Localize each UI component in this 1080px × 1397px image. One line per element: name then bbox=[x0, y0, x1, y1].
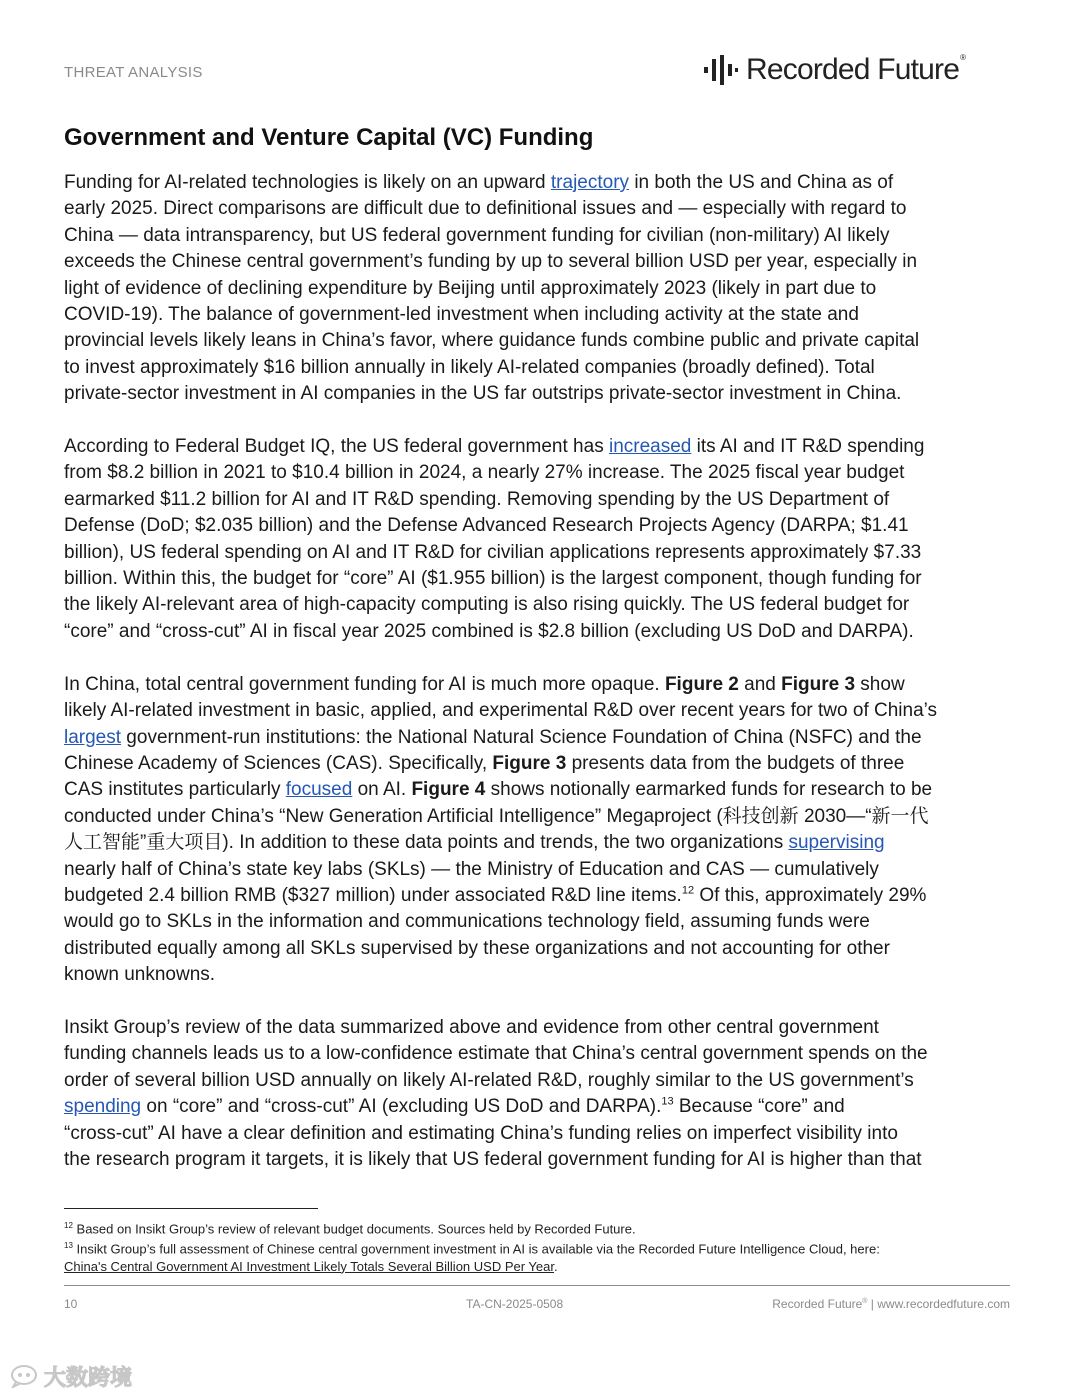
logo-registered-mark: ® bbox=[960, 52, 967, 62]
footnote-number: 12 bbox=[64, 1221, 73, 1230]
page-number: 10 bbox=[64, 1297, 78, 1311]
trajectory-link[interactable]: trajectory bbox=[550, 172, 630, 193]
footnote-12-ref[interactable]: 12 bbox=[681, 884, 695, 897]
text-line: the research program it targets, it is likely that US federal government funding for AI is higher than that bbox=[64, 1148, 922, 1170]
figure-3-ref: Figure 3 bbox=[492, 752, 567, 774]
footer-registered-mark: ® bbox=[862, 1298, 868, 1305]
recorded-future-logo[interactable] bbox=[703, 50, 966, 90]
text: budgeted 2.4 billion RMB ($327 million) under associated R&D line items. bbox=[64, 884, 682, 906]
text: on “core” and “cross-cut” AI (excluding US DoD and DARPA). bbox=[141, 1096, 662, 1118]
text-line: Insikt Group’s review of the data summarized above and evidence from other central government bbox=[64, 1016, 879, 1038]
footnote-13-ref[interactable]: 13 bbox=[661, 1095, 674, 1108]
text: presents data from the budgets of three bbox=[566, 752, 905, 774]
watermark bbox=[10, 1362, 132, 1390]
text: show bbox=[855, 673, 905, 695]
text-line: billion), US federal spending on AI and IT R&D for civilian applications represents approximately $7.33 bbox=[64, 541, 922, 563]
text: Funding for AI-related technologies is likely on an upward bbox=[64, 172, 551, 193]
footnote-text: Based on Insikt Group’s review of relevant budget documents. Sources held by Recorded Future. bbox=[72, 1221, 636, 1237]
figure-2-ref: Figure 2 bbox=[664, 673, 739, 695]
largest-link[interactable]: largest bbox=[64, 726, 122, 748]
paragraph-us-china-funding bbox=[64, 170, 1020, 408]
text: Because “core” and bbox=[673, 1096, 845, 1118]
text-line: Defense (DoD; $2.035 billion) and the Defense Advanced Research Projects Agency (DARPA; $1.41 bbox=[64, 515, 909, 537]
watermark-bubble-icon bbox=[10, 1364, 40, 1388]
text-line: provincial levels likely leans in China’s favor, where guidance funds combine public and private capital bbox=[64, 330, 920, 352]
text-line: China — data intransparency, but US federal government funding for civilian (non-military) AI likely bbox=[64, 224, 890, 246]
text-line: light of evidence of declining expenditure by Beijing until approximately 2023 (likely in part due to bbox=[64, 277, 877, 299]
text-line: exceeds the Chinese central government’s funding by up to several billion USD per year, especially in bbox=[64, 251, 918, 273]
figure-3-ref: Figure 3 bbox=[781, 673, 856, 695]
supervising-link[interactable]: supervising bbox=[788, 832, 885, 854]
paragraph-china-funding bbox=[64, 672, 1020, 989]
paragraph-insikt-estimate bbox=[64, 1015, 1020, 1173]
text-line: to invest approximately $16 billion annually in likely AI-related companies (broadly defined). Total bbox=[64, 356, 875, 378]
text: 人工智能”重大项目). In addition to these data points and trends, the two organizations bbox=[64, 832, 789, 854]
text: Of this, approximately 29% bbox=[694, 884, 927, 906]
spending-link[interactable]: spending bbox=[64, 1096, 142, 1118]
footnote-divider bbox=[64, 1208, 318, 1209]
article-body bbox=[64, 170, 1020, 1200]
footer-brand bbox=[772, 1297, 1010, 1311]
text: In China, total central government funding for AI is much more opaque. bbox=[64, 673, 665, 695]
text-line: “core” and “cross-cut” AI in fiscal year 2025 combined is $2.8 billion (excluding US DoD and DARPA). bbox=[64, 620, 914, 642]
text-line: known unknowns. bbox=[64, 964, 216, 986]
text-line: earmarked $11.2 billion for AI and IT R&D spending. Removing spending by the US Department of bbox=[64, 488, 890, 510]
watermark-text: 大数跨境 bbox=[44, 1364, 133, 1390]
text: in both the US and China as of bbox=[629, 172, 894, 193]
text-line: funding channels leads us to a low-confidence estimate that China’s central government spends on the bbox=[64, 1043, 928, 1065]
footer-url[interactable]: www.recordedfuture.com bbox=[877, 1297, 1010, 1311]
text-line: billion. Within this, the budget for “core” AI ($1.955 billion) is the largest component, though funding for bbox=[64, 568, 922, 590]
text-line: distributed equally among all SKLs supervised by these organizations and not accounting for other bbox=[64, 937, 890, 959]
text-line: COVID-19). The balance of government-led investment when including activity at the state and bbox=[64, 304, 859, 326]
text: Chinese Academy of Sciences (CAS). Specifically, bbox=[64, 752, 493, 774]
text: CAS institutes particularly bbox=[64, 779, 286, 801]
text-line: would go to SKLs in the information and communications technology field, assuming funds were bbox=[64, 911, 870, 933]
document-code: TA-CN-2025-0508 bbox=[466, 1297, 564, 1311]
text-line: nearly half of China’s state key labs (SKLs) — the Ministry of Education and CAS — cumulatively bbox=[64, 858, 879, 880]
footnotes bbox=[64, 1217, 1014, 1275]
text: its AI and IT R&D spending bbox=[691, 436, 925, 458]
text-line: conducted under China’s “New Generation Artificial Intelligence” Megaproject (科技创新 2030—“新一代 bbox=[64, 805, 929, 827]
footer-separator: | bbox=[867, 1297, 878, 1311]
text: shows notionally earmarked funds for research to be bbox=[485, 779, 933, 801]
recorded-future-mark-icon bbox=[703, 52, 739, 88]
increased-link[interactable]: increased bbox=[608, 436, 692, 458]
footnote-13 bbox=[64, 1237, 1014, 1257]
text: . bbox=[553, 1258, 558, 1274]
text-line: order of several billion USD annually on likely AI-related R&D, roughly similar to the US government’s bbox=[64, 1069, 914, 1091]
text-line: from $8.2 billion in 2021 to $10.4 billion in 2024, a nearly 27% increase. The 2025 fiscal year budget bbox=[64, 462, 905, 484]
section-title: Government and Venture Capital (VC) Funding bbox=[64, 124, 594, 151]
footnote-12 bbox=[64, 1217, 1014, 1237]
paragraph-us-federal-budget bbox=[64, 434, 1020, 645]
section-label: THREAT ANALYSIS bbox=[64, 64, 203, 81]
text-line: private-sector investment in AI companies in the US far outstrips private-sector investment in China. bbox=[64, 383, 902, 405]
focused-link[interactable]: focused bbox=[285, 779, 353, 801]
text: and bbox=[738, 673, 782, 695]
text-line: likely AI-related investment in basic, applied, and experimental R&D over recent years for two of China’s bbox=[64, 700, 938, 722]
figure-4-ref: Figure 4 bbox=[411, 779, 486, 801]
text-line: “cross-cut” AI have a clear definition and estimating China’s funding relies on imperfect visibility into bbox=[64, 1122, 898, 1144]
footer-divider bbox=[64, 1285, 1010, 1286]
footnote-text: Insikt Group’s full assessment of Chinese central government investment in AI is available via the Recorded Future Intelligence Cloud, here: bbox=[72, 1241, 880, 1257]
text: government-run institutions: the National Natural Science Foundation of China (NSFC) and the bbox=[121, 726, 922, 748]
text-line: early 2025. Direct comparisons are difficult due to definitional issues and — especially with regard to bbox=[64, 198, 907, 220]
logo-wordmark: Recorded Future bbox=[746, 53, 960, 86]
footnote-number: 13 bbox=[64, 1241, 73, 1251]
text: According to Federal Budget IQ, the US federal government has bbox=[64, 436, 609, 458]
footer-brand-name: Recorded Future bbox=[772, 1297, 863, 1311]
text-line: the likely AI-relevant area of high-capacity computing is also rising quickly. The US federal budget for bbox=[64, 594, 910, 616]
text: on AI. bbox=[352, 779, 412, 801]
footnote-13-link[interactable]: China's Central Government AI Investment Likely Totals Several Billion USD Per Year bbox=[64, 1258, 554, 1274]
